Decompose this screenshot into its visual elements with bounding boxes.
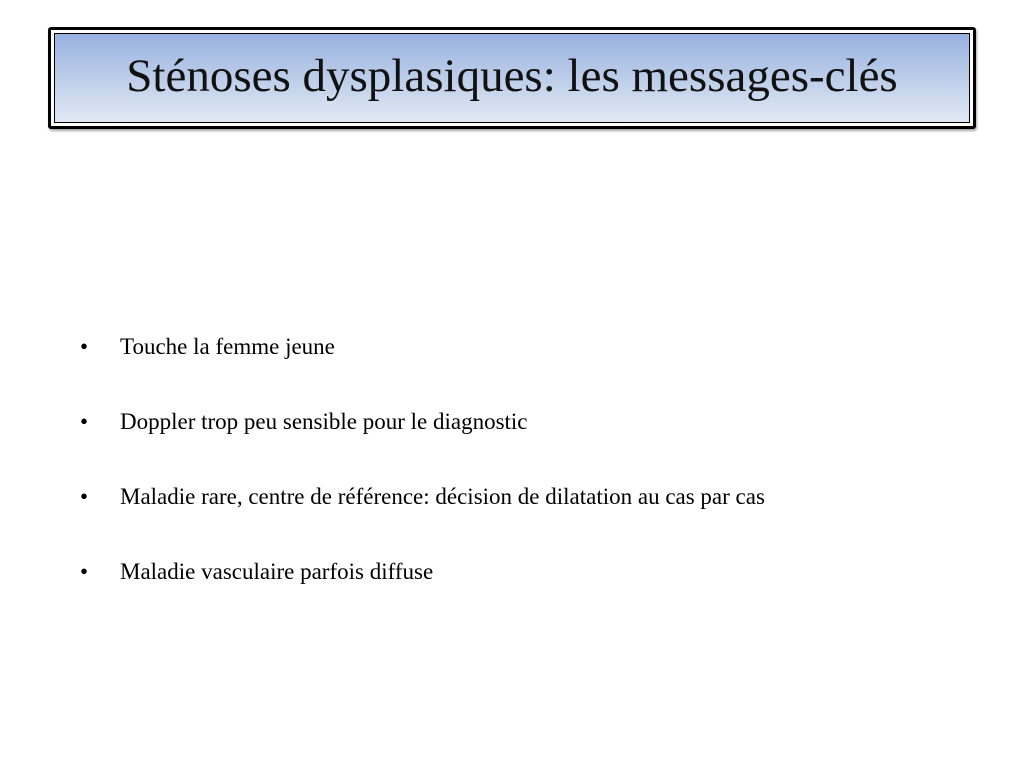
bullet-text: Maladie rare, centre de référence: décision de dilatation au cas par cas: [120, 484, 765, 509]
bullet-text: Maladie vasculaire parfois diffuse: [120, 559, 434, 584]
bullet-icon: •: [80, 409, 89, 434]
bullet-item: [80, 409, 980, 484]
bullet-item: [80, 334, 980, 409]
bullet-icon: •: [80, 334, 89, 359]
bullet-text: Doppler trop peu sensible pour le diagnostic: [120, 409, 528, 434]
bullet-icon: •: [80, 559, 89, 584]
bullet-list: [80, 334, 980, 634]
bullet-item: [80, 484, 980, 559]
bullet-item: [80, 559, 980, 634]
slide-title: Sténoses dysplasiques: les messages-clés: [126, 49, 898, 102]
title-box: [54, 33, 970, 123]
title-frame: [48, 27, 976, 129]
bullet-text: Touche la femme jeune: [120, 334, 335, 359]
bullet-icon: •: [80, 484, 89, 509]
